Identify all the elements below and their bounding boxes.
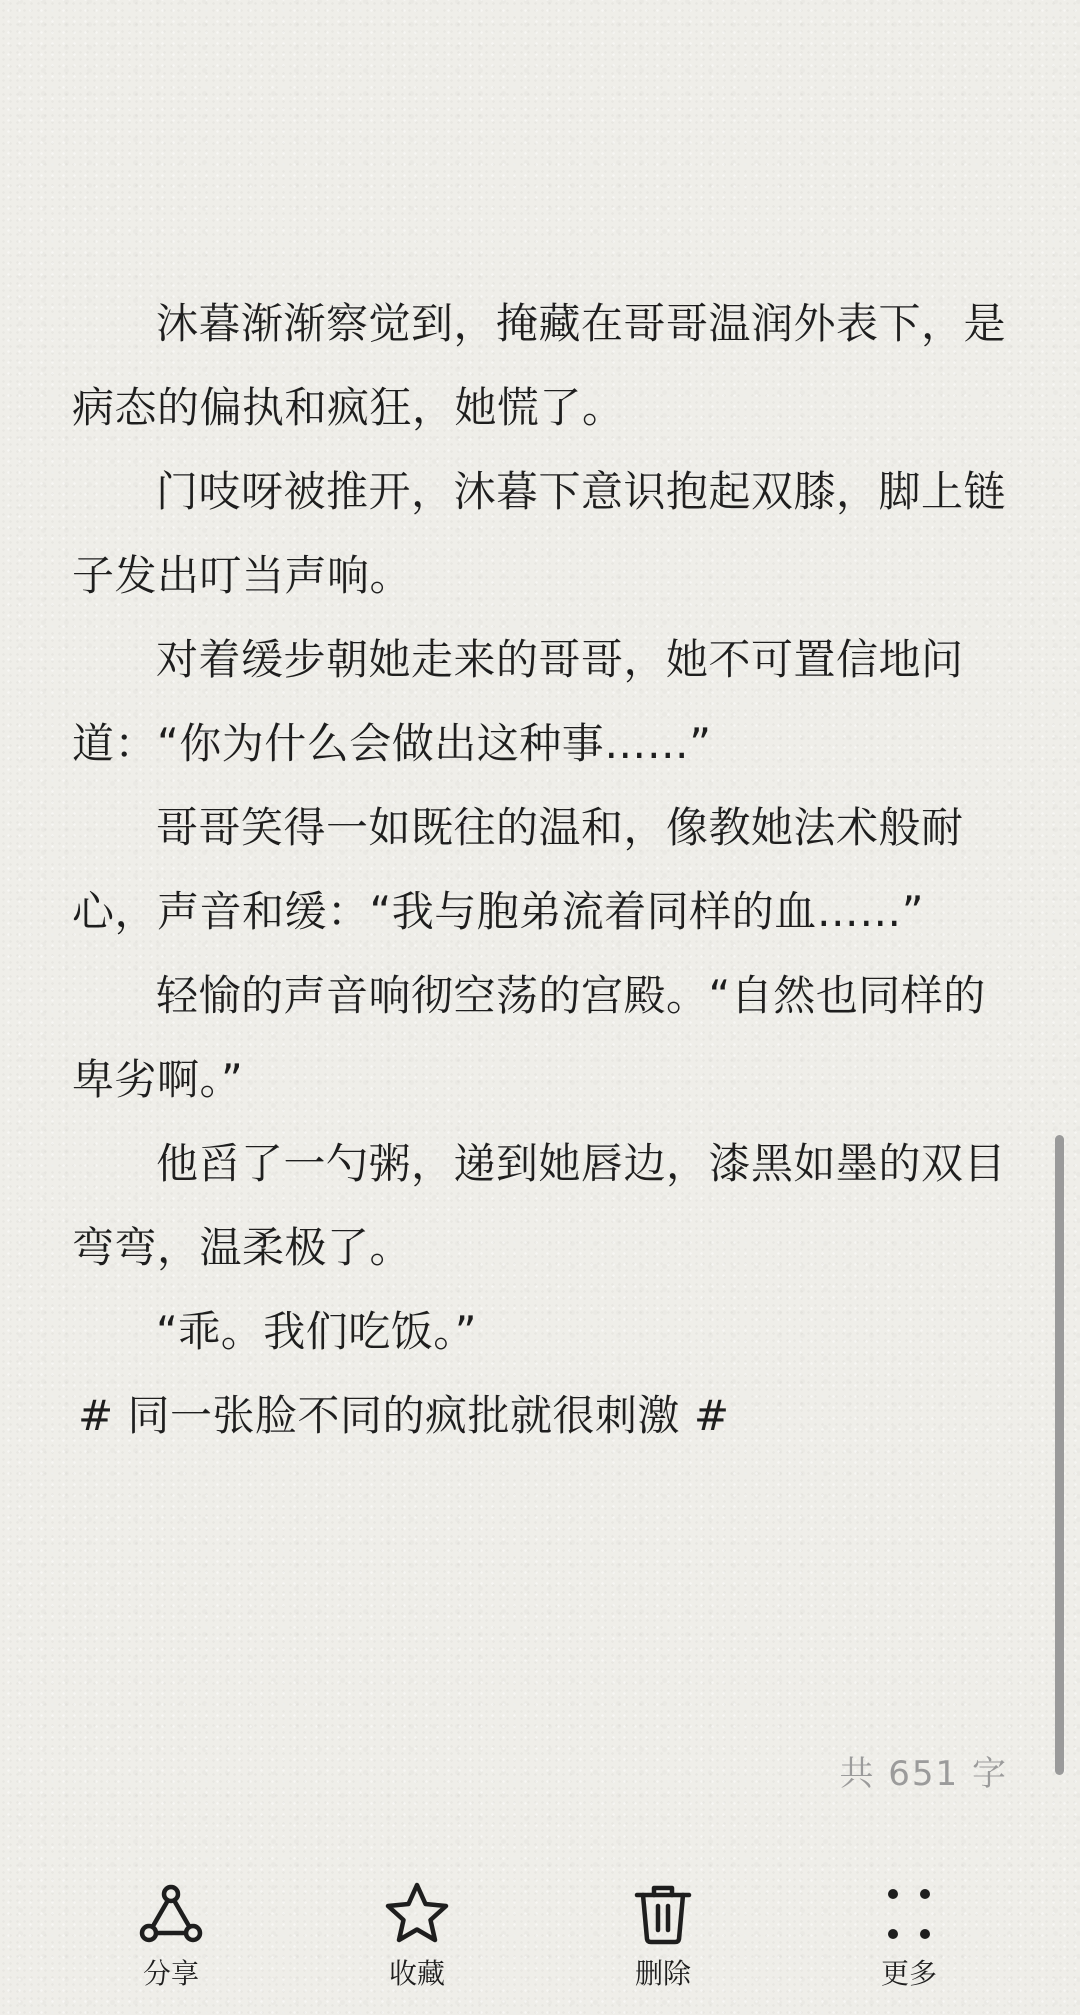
note-paragraph: 沐暮渐渐察觉到，掩藏在哥哥温润外表下，是病态的偏执和疯狂，她慌了。 — [72, 299, 1007, 432]
note-paragraph: 他舀了一勺粥，递到她唇边，漆黑如墨的双目弯弯，温柔极了。 — [72, 1139, 1007, 1272]
note-paragraph: 哥哥笑得一如既往的温和，像教她法术般耐心，声音和缓：“我与胞弟流着同样的血……” — [72, 803, 964, 936]
note-paragraph: 轻愉的声音响彻空荡的宫殿。“自然也同样的卑劣啊。” — [72, 971, 986, 1104]
delete-label: 删除 — [634, 1957, 691, 1990]
more-dots-icon — [875, 1880, 943, 1948]
note-paragraph: “乖。我们吃饭。” — [156, 1307, 478, 1356]
more-label: 更多 — [880, 1957, 937, 1990]
favorite-button[interactable] — [337, 1880, 497, 1992]
delete-button[interactable] — [583, 1880, 743, 1992]
favorite-label: 收藏 — [388, 1957, 445, 1990]
trash-icon — [629, 1880, 697, 1948]
share-icon — [137, 1880, 205, 1948]
note-hashtag[interactable]: # 同一张脸不同的疯批就很刺激 # — [78, 1391, 730, 1440]
note-paragraph: 对着缓步朝她走来的哥哥，她不可置信地问道：“你为什么会做出这种事……” — [72, 635, 964, 768]
bottom-toolbar — [0, 1880, 1080, 2000]
more-button[interactable] — [829, 1880, 989, 1992]
share-button[interactable] — [91, 1880, 251, 1992]
word-count: 共 651 字 — [839, 1754, 1008, 1794]
share-label: 分享 — [142, 1957, 199, 1990]
scrollbar[interactable] — [1055, 1135, 1064, 1775]
star-icon — [383, 1880, 451, 1948]
note-body — [72, 282, 1012, 1458]
note-paragraph: 门吱呀被推开，沐暮下意识抱起双膝，脚上链子发出叮当声响。 — [72, 467, 1007, 600]
